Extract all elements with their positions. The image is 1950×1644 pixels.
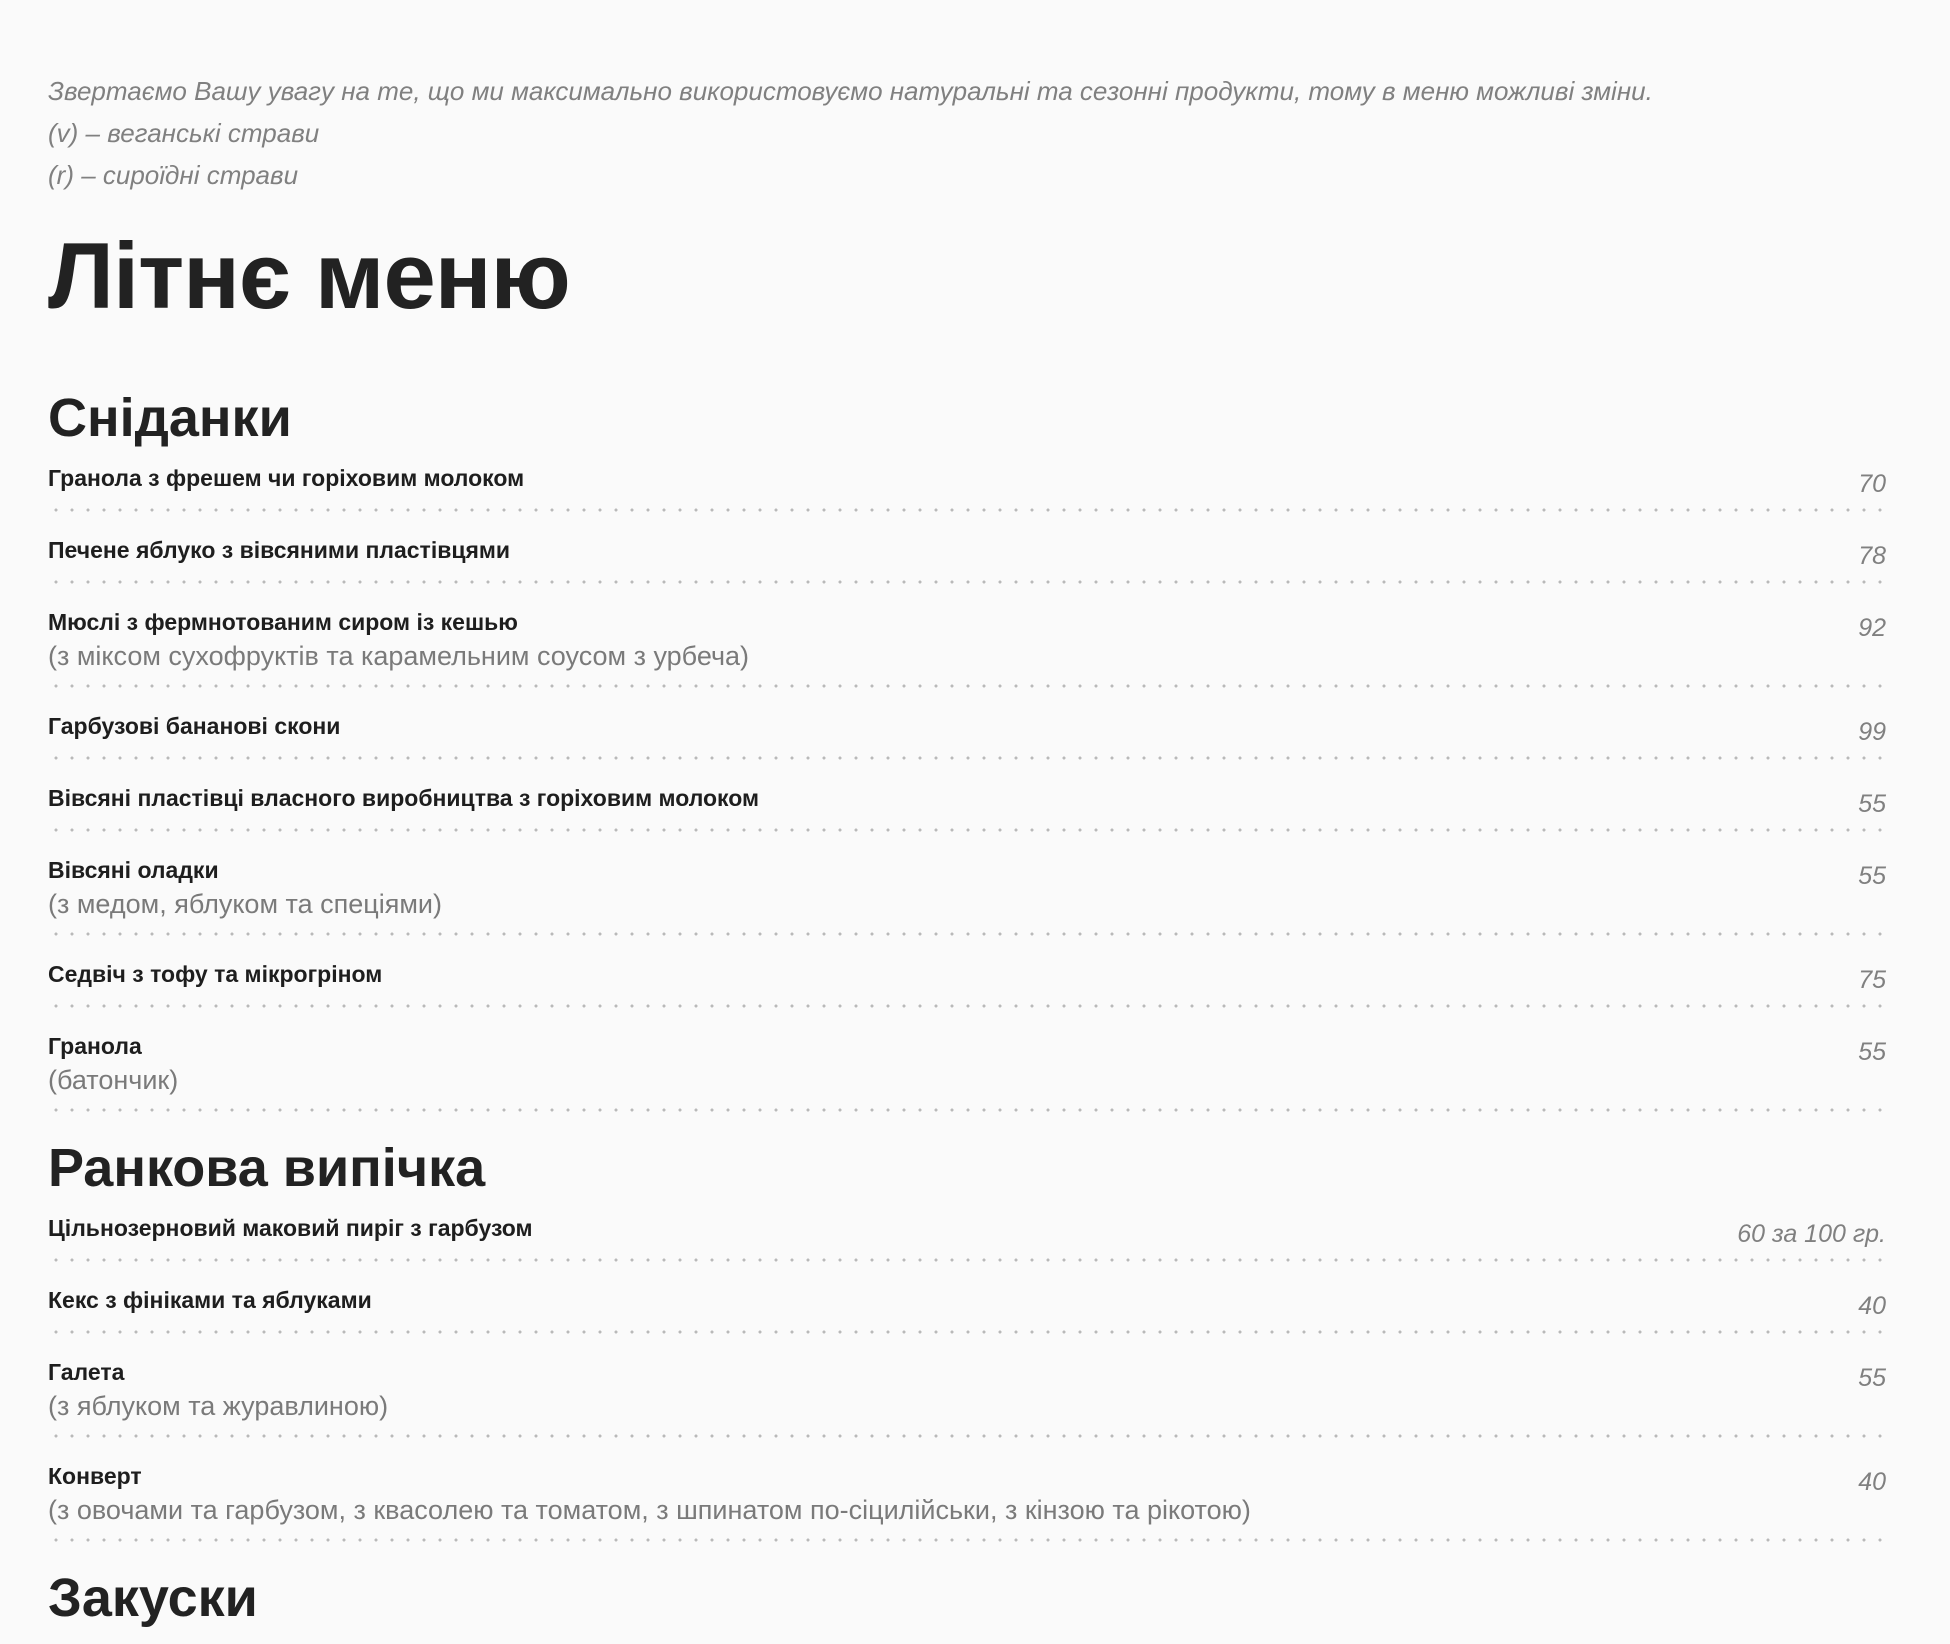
menu-item-name: Гранола — [48, 1033, 142, 1059]
menu-item — [48, 1462, 1886, 1542]
menu-item-text — [48, 1462, 1251, 1528]
menu-item-name: Вівсяні оладки — [48, 857, 219, 883]
menu-item-text — [48, 1032, 178, 1098]
menu-item-text — [48, 608, 749, 674]
menu-item-name: Печене яблуко з вівсяними пластівцями — [48, 537, 511, 563]
section-title: Ранкова випічка — [48, 1138, 486, 1198]
menu-item-row — [48, 536, 1886, 570]
menu-item-name: Мюслі з фермнотованим сиром із кешью — [48, 609, 518, 635]
menu-item-price: 55 — [1858, 862, 1886, 890]
menu-item-price: 78 — [1858, 542, 1886, 570]
menu-item — [48, 464, 1886, 512]
menu-item-text — [48, 856, 442, 922]
menu-item-row — [48, 784, 1886, 818]
menu-item-description: (батончик) — [48, 1065, 179, 1095]
menu-item-price: 55 — [1858, 790, 1886, 818]
menu-content — [48, 70, 1886, 1644]
menu-item-text — [48, 1358, 388, 1424]
menu-item — [48, 856, 1886, 936]
menu-item-row — [48, 464, 1886, 498]
menu-item-row — [48, 1214, 1886, 1248]
menu-item-text — [48, 712, 340, 740]
menu-item-price: 40 — [1858, 1468, 1886, 1496]
menu-item-list — [48, 464, 1886, 1112]
menu-item — [48, 536, 1886, 584]
menu-item-row — [48, 1462, 1886, 1528]
menu-item-row — [48, 1032, 1886, 1098]
menu-item-row — [48, 1358, 1886, 1424]
menu-item-name: Цільнозерновий маковий пиріг з гарбузом — [48, 1215, 533, 1241]
menu-item — [48, 712, 1886, 760]
menu-item-text — [48, 1286, 372, 1314]
menu-item-price: 70 — [1858, 470, 1886, 498]
menu-item-price: 55 — [1858, 1038, 1886, 1066]
menu-item-name: Конверт — [48, 1463, 142, 1489]
menu-item-price: 40 — [1858, 1292, 1886, 1320]
menu-item — [48, 960, 1886, 1008]
menu-item — [48, 784, 1886, 832]
page-title: Літнє меню — [48, 223, 570, 328]
menu-item-description: (з медом, яблуком та спеціями) — [48, 889, 442, 919]
menu-item-row — [48, 608, 1886, 674]
menu-item-text — [48, 1214, 533, 1242]
menu-item — [48, 1032, 1886, 1112]
menu-item-price: 92 — [1858, 614, 1886, 642]
menu-sections — [48, 386, 1886, 1630]
menu-item-description: (з яблуком та журавлиною) — [48, 1391, 389, 1421]
menu-item-text — [48, 784, 759, 812]
notice-text: Звертаємо Вашу увагу на те, що ми максимально використовуємо натуральні та сезонні продукти, тому в меню можливі зміни. — [48, 76, 1653, 106]
menu-item-price: 99 — [1858, 718, 1886, 746]
menu-item-list — [48, 1214, 1886, 1542]
menu-item-name: Кекс з фініками та яблуками — [48, 1287, 372, 1313]
menu-item-row — [48, 1286, 1886, 1320]
menu-item-text — [48, 960, 382, 988]
menu-item-description: (з овочами та гарбузом, з квасолею та томатом, з шпинатом по-сіцилійськи, з кінзою та рікотою) — [48, 1495, 1251, 1525]
menu-item-price: 75 — [1858, 966, 1886, 994]
menu-item-row — [48, 712, 1886, 746]
menu-item — [48, 1358, 1886, 1438]
menu-item-name: Галета — [48, 1359, 125, 1385]
menu-item-text — [48, 464, 524, 492]
menu-item — [48, 1286, 1886, 1334]
raw-legend: (r) – сироїдні страви — [48, 160, 299, 190]
menu-item-row — [48, 960, 1886, 994]
menu-item-description: (з міксом сухофруктів та карамельним соусом з урбеча) — [48, 641, 750, 671]
menu-item-name: Гранола з фрешем чи горіховим молоком — [48, 465, 525, 491]
menu-item-name: Седвіч з тофу та мікрогріном — [48, 961, 383, 987]
vegan-legend: (v) – веганські страви — [48, 118, 320, 148]
section-title: Закуски — [48, 1568, 258, 1628]
menu-item-name: Вівсяні пластівці власного виробництва з горіховим молоком — [48, 785, 760, 811]
menu-item-name: Гарбузові бананові скони — [48, 713, 341, 739]
menu-item-price: 55 — [1858, 1364, 1886, 1392]
menu-item-price: 60 за 100 гр. — [1737, 1220, 1886, 1248]
menu-item-row — [48, 856, 1886, 922]
menu-item — [48, 1214, 1886, 1262]
menu-item-text — [48, 536, 510, 564]
section-title: Сніданки — [48, 388, 292, 448]
menu-item — [48, 608, 1886, 688]
